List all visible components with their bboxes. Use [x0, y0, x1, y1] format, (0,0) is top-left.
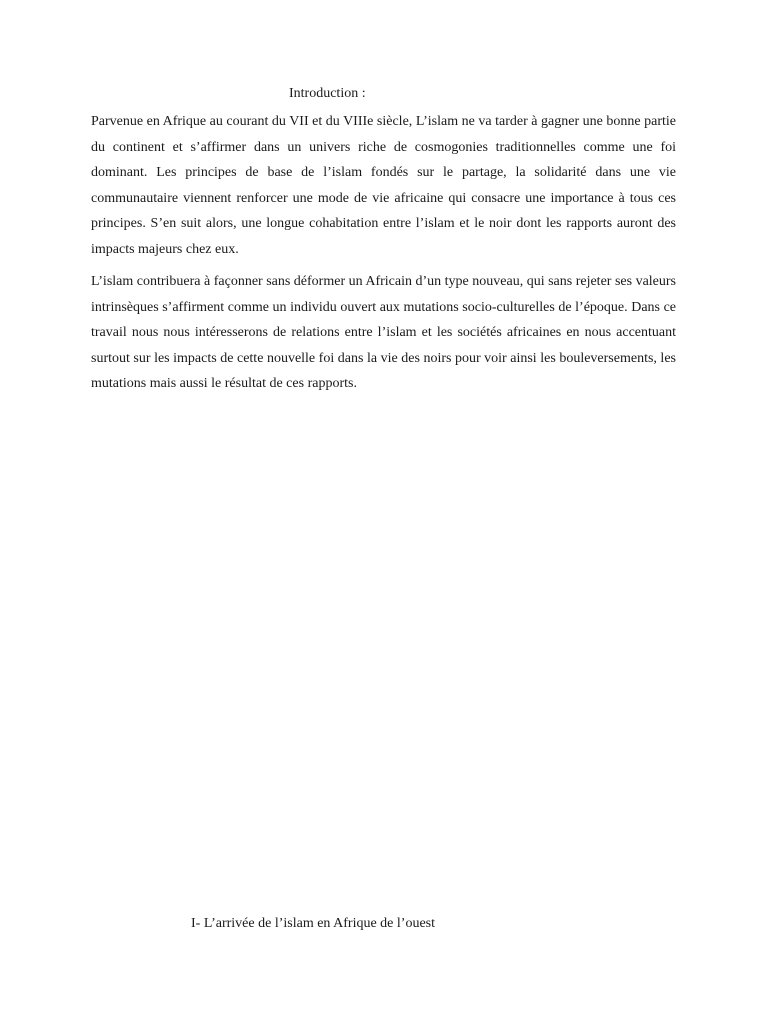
intro-paragraph-1: Parvenue en Afrique au courant du VII et du VIIIe siècle, L’islam ne va tarder à gagner une bonne partie du continent et s’affirmer dans un univers riche de cosmogonies traditionnelles comme une foi dominant. Les principes de base de l’islam fondés sur le partage, la solidarité dans une vie communautaire viennent renforcer une mode de vie africaine qui consacre une importance à tous ces principes. S’en suit alors, une longue cohabitation entre l’islam et le noir dont les rapports auront des impacts majeurs chez eux.	[91, 114, 676, 257]
intro-heading: Introduction :	[289, 86, 366, 101]
intro-paragraph-2: L’islam contribuera à façonner sans déformer un Africain d’un type nouveau, qui sans rejeter ses valeurs intrinsèques s’affirment comme un individu ouvert aux mutations socio-culturelles de l’époque. Dans ce travail nous nous intéresserons de relations entre l’islam et les sociétés africaines en nous accentuant surtout sur les impacts de cette nouvelle foi dans la vie des noirs pour voir ainsi les bouleversements, les mutations mais aussi le résultat de ces rapports.	[91, 274, 676, 392]
section-heading: I- L’arrivée de l’islam en Afrique de l’ouest	[191, 916, 436, 931]
